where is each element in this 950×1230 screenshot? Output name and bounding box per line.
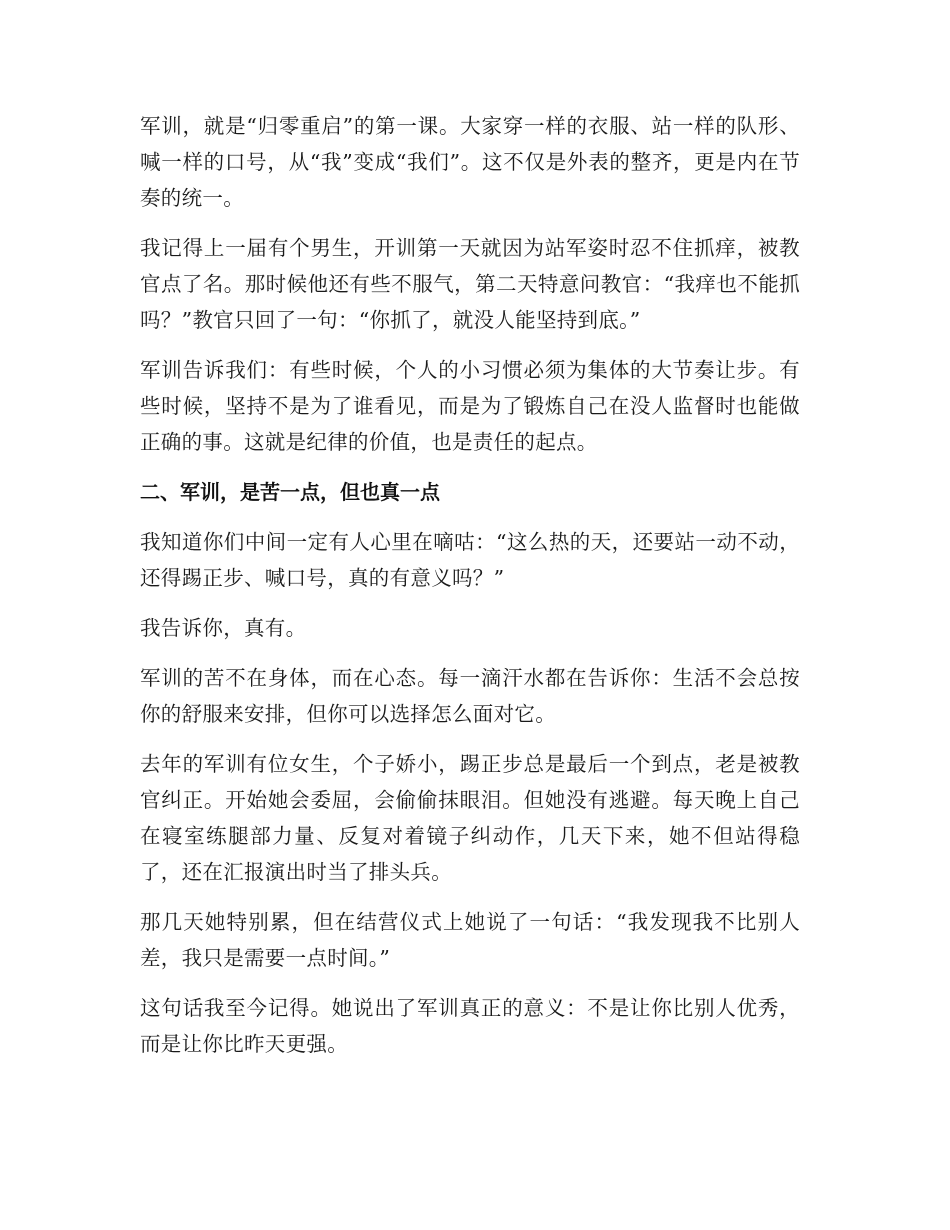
paragraph-doubt: 我知道你们中间一定有人心里在嘀咕：“这么热的天，还要站一动不动，还得踢正步、喊口号，真的有意义吗？” [140,530,800,590]
paragraph-girl-quote: 那几天她特别累，但在结营仪式上她说了一句话：“我发现我不比别人差，我只是需要一点时间。” [140,910,800,970]
document-page [140,108,800,1076]
paragraph-meaning: 这句话我至今记得。她说出了军训真正的意义：不是让你比别人优秀，而是让你比昨天更强。 [140,996,800,1056]
paragraph-scratch-story: 我记得上一届有个男生，开训第一天就因为站军姿时忍不住抓痒，被教官点了名。那时候他还有些不服气，第二天特意问教官：“我痒也不能抓吗？”教官只回了一句：“你抓了，就没人能坚持到底。” [140,236,800,332]
paragraph-unity: 军训，就是“归零重启”的第一课。大家穿一样的衣服、站一样的队形、喊一样的口号，从“我”变成“我们”。这不仅是外表的整齐，更是内在节奏的统一。 [140,114,800,210]
paragraph-discipline: 军训告诉我们：有些时候，个人的小习惯必须为集体的大节奏让步。有些时候，坚持不是为了谁看见，而是为了锻炼自己在没人监督时也能做正确的事。这就是纪律的价值，也是责任的起点。 [140,358,800,454]
paragraph-girl-story: 去年的军训有位女生，个子娇小，踢正步总是最后一个到点，老是被教官纠正。开始她会委屈，会偷偷抹眼泪。但她没有逃避。每天晚上自己在寝室练腿部力量、反复对着镜子纠动作，几天下来，她不但站得稳了，还在汇报演出时当了排头兵。 [140,752,800,884]
section-heading-two: 二、军训，是苦一点，但也真一点 [140,480,440,504]
paragraph-answer: 我告诉你，真有。 [140,616,307,640]
paragraph-mindset: 军训的苦不在身体，而在心态。每一滴汗水都在告诉你：生活不会总按你的舒服来安排，但你可以选择怎么面对它。 [140,666,800,726]
